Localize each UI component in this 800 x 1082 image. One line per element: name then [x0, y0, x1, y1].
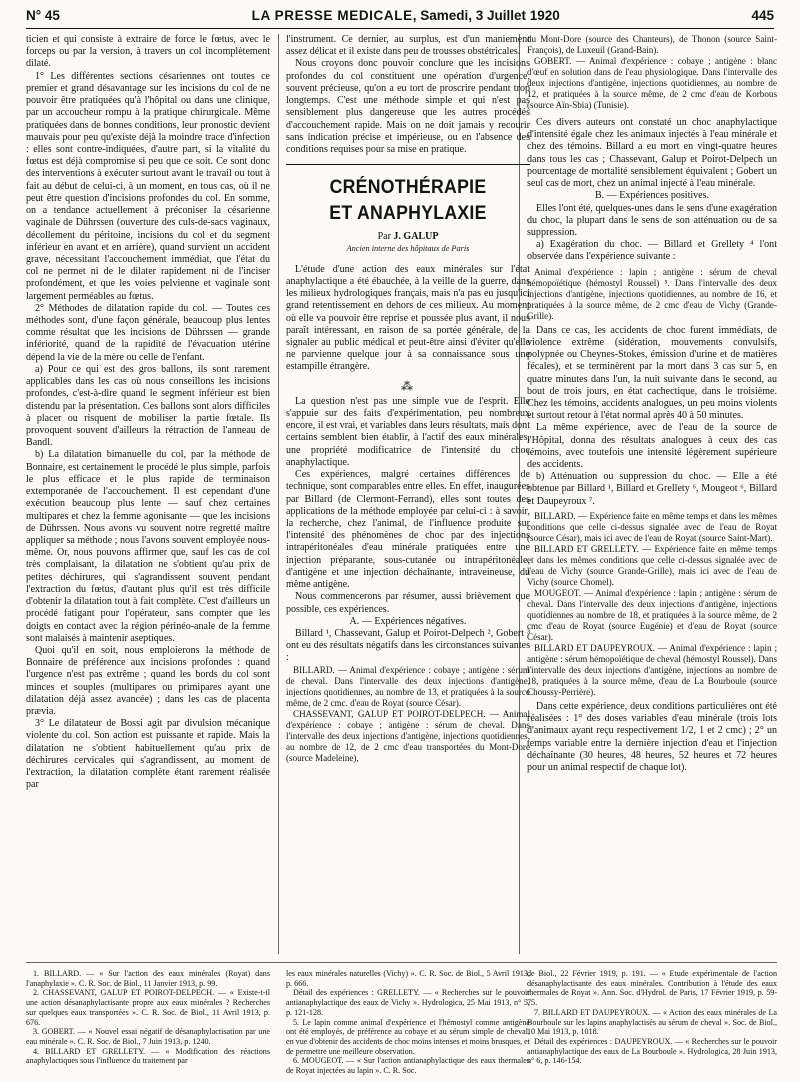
- column-2: [286, 34, 530, 954]
- page-number: 445: [751, 8, 774, 23]
- paragraph: La question n'est pas une simple vue de l'esprit. Elle s'appuie sur des faits d'expérimentation, peu nombreux encore, il est vrai, et variables dans leurs résultats, mais dont certains semblent bien établir, à l'actif des eaux minérales, une propriété modificatrice de l'intensité du choc anaphylactique.: [286, 395, 530, 468]
- footnotes: [26, 962, 777, 1075]
- article-title-line-2: ET ANAPHYLAXIE: [329, 203, 487, 225]
- paragraph: 3° Le dilatateur de Bossi agit par divulsion mécanique violente du col. Son action est puissante et rapide. Mais la dilatation ne s'obtient habituellement qu'au prix de déchirures cervicales qui s'agrandissent, au moment de l'extraction, la dilatation complète étant rarement réalisée par: [26, 718, 270, 791]
- paragraph: ticien et qui consiste à extraire de force le fœtus, avec le forceps ou par la version, à travers un col incomplètement dilaté.: [26, 34, 270, 70]
- article-title-line-1: CRÉNOTHÉRAPIE: [329, 177, 487, 199]
- footnote: 6. MOUGEOT. — « Sur l'action antianaphylactique des eaux thermales de Royat injectées au lapin ». C. R. Soc.: [286, 1056, 530, 1076]
- paragraph: La même expérience, avec de l'eau de la source de l'Hôpital, donna des résultats analogues à ceux des cas témoins, avec toutefois une intensité légèrement supérieure des accidents.: [527, 422, 777, 471]
- byline-prefix: Par: [377, 231, 391, 243]
- paragraph: BILLARD. — Expérience faite en même temps et dans les mêmes conditions que celle ci-dessus signalée avec de l'eau de Royat (source César), mais ici avec de l'eau de Royat (source Saint-Mart).: [527, 510, 777, 543]
- paragraph: Animal d'expérience : lapin ; antigène : sérum de cheval hémopoïétique (hémostyl Roussel) ⁵. Dans l'intervalle des deux injections d'antigène, injections quotidiennes, au nombre de 16, et pratiquées à la source même, de 2 cmc d'eau de Vichy (Grande-Grille).: [527, 266, 777, 321]
- experiment-summary: [527, 34, 777, 111]
- running-header: [26, 8, 774, 29]
- paragraph: Billard ¹, Chassevant, Galup et Poirot-Delpech ², Gobert ³ ont eu des résultats négatifs dans les circonstances suivantes :: [286, 627, 530, 664]
- journal-name: LA PRESSE MEDICALE: [251, 8, 413, 23]
- paragraph: GOBERT. — Animal d'expérience : cobaye ; antigène : blanc d'œuf en solution dans de l'eau physiologique. Dans l'intervalle des deux injections d'antigène, injections quotidiennes, au nombre de 12, et pratiquées à la source même, de 2 cmc d'eau de Korbous (source Aïn-Sbia) (Tunisie).: [527, 56, 777, 110]
- paragraph: Elles l'ont été, quelques-unes dans le sens d'une exagération du choc, la plupart dans le sens de son atténuation ou de sa suppression.: [527, 202, 777, 238]
- paragraph: BILLARD. — Animal d'expérience : cobaye ; antigène : sérum de cheval. Dans l'intervalle des deux injections d'antigène, injections quotidiennes, au nombre de 13, et pratiquées à la source même, de 2 cmc. d'eau de Royat (source César).: [286, 664, 530, 708]
- byline: [286, 231, 530, 243]
- article-heading: [286, 164, 530, 255]
- footnote: 2. CHASSEVANT, GALUP ET POIROT-DELPECH. — « Existe-t-il une action désanaphylactisante propre aux eaux minérales ? Recherches sur quelques eaux transportées ». C. R. Soc. de Biol., 11 Avril 1913, p. 676.: [26, 988, 270, 1027]
- paragraph: b) Atténuation ou suppression du choc. — Elle a été obtenue par Billard ¹, Billard et Grellety ⁶, Mougeot ⁶, Billard et Daupeyroux ⁷.: [527, 471, 777, 507]
- column-1: [26, 34, 270, 954]
- paragraph: b) La dilatation bimanuelle du col, par la méthode de Bonnaire, est certainement le procédé le plus simple, parfois le plus efficace et le plus rapide de terminaison extemporanée de l'accouchement. Il est cependant d'une exécution beaucoup plus lente — sauf chez certaines multipares et chez la femme agonisante — que les incisions de Dührssen. Nous avons vu souvent notre regretté maître appliquer sa méthode ; nous l'avons souvent employée nous-même. Or, nous pouvons affirmer que, sauf les cas de col très complaisant, la dilatation ne s'obtient qu'au prix de petites déchirures, qui s'agrandissent souvent pendant l'extraction du fœtus, d'autant plus qu'il est très difficile d'obtenir la dilatation tout à fait complète. C'est d'ailleurs un procédé fatigant pour l'opérateur, sans compter que les doigts en contact avec la région périnéo-anale de la femme sont malaisés à maintenir aseptiques.: [26, 449, 270, 644]
- experiment-summary: [527, 267, 777, 322]
- paragraph: du Mont-Dore (source des Chanteurs), de Thonon (source Saint-François), de Luxeuil (Grand-Bain).: [527, 34, 777, 55]
- paragraph: BILLARD ET DAUPEYROUX. — Animal d'expérience : lapin ; antigène : sérum hémopoïétique de cheval (hémostyl Roussel). Dans l'intervalle des deux injections d'antigène, injections au nombre de 18, pratiquées à la source même, d'eau de La Bourboule (source Choussy-Perrière).: [527, 642, 777, 697]
- journal-title-line: [252, 8, 560, 23]
- footnote: 7. BILLARD ET DAUPEYROUX. — « Action des eaux minérales de La Bourboule sur les lapins anaphylactisés au sérum de cheval ». Soc. de Biol., 10 Mai 1913, p. 1018.: [527, 1007, 777, 1037]
- paragraph: MOUGEOT. — Animal d'expérience : lapin ; antigène : sérum de cheval. Dans l'intervalle des deux injections d'antigène, injections quotidiennes au nombre de 18, et pratiquées à la source même, de 2 cmc d'eau de Royat (source Eugénie) et d'eau de Royat (source César).: [527, 587, 777, 642]
- paragraph: 2° Méthodes de dilatation rapide du col. — Toutes ces méthodes sont, d'une façon générale, beaucoup plus lentes comme résultat que les incisions de Dührssen — grande infériorité, quand de la rapidité de l'évacuation utérine dépend la vie de la mère ou celle de l'enfant.: [26, 302, 270, 363]
- author-name: J. GALUP: [393, 231, 439, 243]
- paragraph: Dans ce cas, les accidents de choc furent immédiats, de violence extrême (sidération, mouvements convulsifs, polypnée ou Cheynes-Stokes, émission d'urine et de matières fécales), et se terminèrent par la mort dans 3 cas sur 5, en quatre minutes dans l'un, la nuit suivante dans le second, au bout de trois jours, en état cachectique, dans le troisième. Chez les témoins, accidents analogues, un peu moins violents et surtout retour à l'état normal après 40 à 50 minutes.: [527, 324, 777, 422]
- paragraph: CHASSEVANT, GALUP ET POIROT-DELPECH. — Animal d'expérience : cobaye ; antigène : sérum de cheval. Dans l'intervalle des deux injections d'antigène, injections quotidiennes, au nombre de 12, de 2 cmc d'eau transportées du Mont-Dore (source Madeleine),: [286, 708, 530, 763]
- paragraph: Quoi qu'il en soit, nous emploierons la méthode de Bonnaire de préférence aux incisions profondes : quand l'urgence n'est pas extrême ; quand les bords du col sont minces et souples (multipares ou primipares ayant une dilatation déjà assez avancée) ; dans les cas de placenta prævia.: [26, 644, 270, 718]
- footnote: de Biol., 22 Février 1919, p. 191. — « Etude expérimentale de l'action désanaphylactisante des eaux minérales. Contribution à l'étude des eaux thermales de Royat ». Ann. Soc. d'Hydrol. de Paris, 17 Février 1919, p. 59-75.: [527, 969, 777, 1008]
- paragraph: Nous croyons donc pouvoir conclure que les incisions profondes du col constituent une opération d'urgence, souvent précieuse, qu'on a eu tort de proscrire pendant trop longtemps. C'est une méthode simple et qui n'est pas sensiblement plus dangereuse que les autres procédés d'accouchement rapide. Mais on ne doit jamais y recourir sans indication précise et impérieuse, ou en l'absence des conditions requises pour sa mise en pratique.: [286, 58, 530, 155]
- paragraph: 1° Les différentes sections césariennes ont toutes ce premier et grand désavantage sur les incisions du col de ne pouvoir être pratiquées qu'à l'hôpital ou dans une clinique, par un accoucheur rompu à la pratique chirurgicale. Même pratiquées dans de bonnes conditions, leur pronostic devient mauvais pour peu qu'existe déjà la moindre trace d'infection : elles sont contre-indiquées, d'autre part, si la vitalité du fœtus est déjà compromise si peu que ce soit. Ce sont donc des interventions à exécuter surtout avant le travail ou tout à fait au début de celui-ci, à un moment, en tous cas, où il ne peut être question d'incisions profondes du col. En somme, on a tendance actuellement à préconiser la césarienne vaginale de Dührssen (ouverture des culs-de-sacs vaginaux, décollement du péritoine, incisions du col et du segment inférieur en avant et en arrière), quand survient un accident grave, nécessitant l'accouchement immédiat, que l'état du col ne permet ni de le dilater rapidement ni de l'inciser profondément, et que les voies pelvienne et vaginale sont largement perméables au fœtus.: [26, 70, 270, 302]
- footnote: les eaux minérales naturelles (Vichy) ». C. R. Soc. de Biol., 5 Avril 1913, p. 666.: [286, 969, 530, 988]
- paragraph: Ces expériences, malgré certaines différences de technique, sont comparables entre elles. En effet, inaugurées par Billard (de Clermont-Ferrand), elles sont toutes des applications de la méthode employée par celui-ci : à savoir, la recherche, chez l'animal, de l'influence produite sur l'intensité des phénomènes de choc par des injections intrapéritonéales d'eau minérale pratiquées entre une injection préparante, sous-cutanée ou intrapéritonéale, d'antigène et une injection déchaînante, intraveineuse, du même antigène.: [286, 469, 530, 591]
- paragraph: BILLARD ET GRELLETY. — Expérience faite en même temps et dans les mêmes conditions que celle ci-dessus signalée avec de l'eau de Vichy (source Grande-Grille), mais ici avec de l'eau de Vichy (source Chomel).: [527, 543, 777, 587]
- footnote: 3. GOBERT. — « Nouvel essai négatif de désanaphylactisation par une eau minérale ». C. R. Soc. de Biol., 7 Juin 1913, p. 1240.: [26, 1027, 270, 1046]
- footnote: Détail des expériences : GRELLETY. — « Recherches sur le pouvoir antianaphylactique des eaux de Vichy ». Hydrologica, 25 Mai 1913, n° 5, p. 121-128.: [286, 988, 530, 1017]
- footnote: Détail des expériences : DAUPEYROUX. — « Recherches sur le pouvoir antianaphylactique des eaux de La Bourboule ». Hydrologica, 28 Juin 1913, n° 6, p. 146-154.: [527, 1036, 777, 1066]
- section-heading-a: A. — Expériences négatives.: [349, 615, 467, 627]
- issue-date: , Samedi, 3 Juillet 1920: [412, 8, 560, 23]
- experiment-summary: [527, 511, 777, 698]
- footnote: 1. BILLARD. — « Sur l'action des eaux minérales (Royat) dans l'anaphylaxie ». C. R. Soc. de Biol., 11 Janvier 1913, p. 99.: [26, 969, 270, 988]
- section-heading-b: B. — Expériences positives.: [594, 190, 710, 202]
- column-divider: [278, 34, 279, 954]
- column-3: [527, 34, 777, 954]
- paragraph: a) Pour ce qui est des gros ballons, ils sont rarement applicables dans les cas où nous conseillons les incisions profondes, c'est-à-dire quand le segment inférieur est bien distendu par la présentation. Ces ballons sont alors difficiles à placer ou risquent de mobiliser la partie fœtale. Ils provoquent souvent d'ailleurs la rétraction de l'anneau de Bandl.: [26, 363, 270, 449]
- footnotes-column-3: [527, 969, 777, 1066]
- paragraph: Nous commencerons par résumer, aussi brièvement que possible, ces expériences.: [286, 591, 530, 615]
- issue-number: N° 45: [26, 8, 60, 23]
- footnotes-column-2: [286, 969, 530, 1076]
- author-title: Ancien interne des hôpitaux de Paris: [346, 244, 470, 254]
- footnotes-column-1: [26, 969, 270, 1066]
- paragraph: Ces divers auteurs ont constaté un choc anaphylactique d'intensité égale chez les animaux injectés à l'eau minérale et chez des témoins. Billard a eu mort en vingt-quatre heures dans tous les cas ; Chassevant, Galup et Poirot-Delpech un pourcentage de mortalité sensiblement équivalent ; Gobert un seul cas de mort, chez un animal injecté à l'eau minérale.: [527, 117, 777, 190]
- footnote: 4. BILLARD ET GRELLETY. — « Modification des réactions anaphylactiques sous l'influence du traitement par: [26, 1046, 270, 1066]
- paragraph: Dans cette expérience, deux conditions particulières ont été réalisées : 1° des doses variables d'eau minérale (trois lots d'animaux ayant reçu respectivement 1/2, 1 et 2 cmc) ; 2° un temps variable entre la dernière injection d'eau et l'injection déchaînante (30 heures, 48 heures, 52 heures et 72 heures pour un animal respectif de chaque lot).: [527, 700, 777, 773]
- footnote: 5. Le lapin comme animal d'expérience et l'hémostyl comme antigène ont été employés, de préférence au cobaye et au sérum simple de cheval, en vue d'obtenir des accidents de choc moins intenses et moins brusques, et de permettre une meilleure observation.: [286, 1017, 530, 1056]
- paragraph: a) Exagération du choc. — Billard et Grellety ⁴ l'ont observée dans l'expérience suivante :: [527, 239, 777, 263]
- asterism: ⁂: [401, 378, 415, 393]
- experiment-summary: [286, 665, 530, 764]
- paragraph: l'instrument. Ce dernier, au surplus, est d'un maniement assez délicat et il existe dans peu de trousses obstétricales.: [286, 34, 530, 58]
- paragraph: L'étude d'une action des eaux minérales sur l'état anaphylactique a été ébauchée, à la veille de la guerre, dans les milieux hydrologiques français, mais n'a pas eu jusqu'ici grand retentissement en dehors de ces milieux. Au moment où elle va pouvoir être reprise et poussée plus avant, il nous paraît intéressant, en raison de sa portée générale, de la signaler au public médical et peut-être ainsi d'éviter qu'elle ne parvienne quelque jour à sa connaissance sous une estampille étrangère.: [286, 263, 530, 373]
